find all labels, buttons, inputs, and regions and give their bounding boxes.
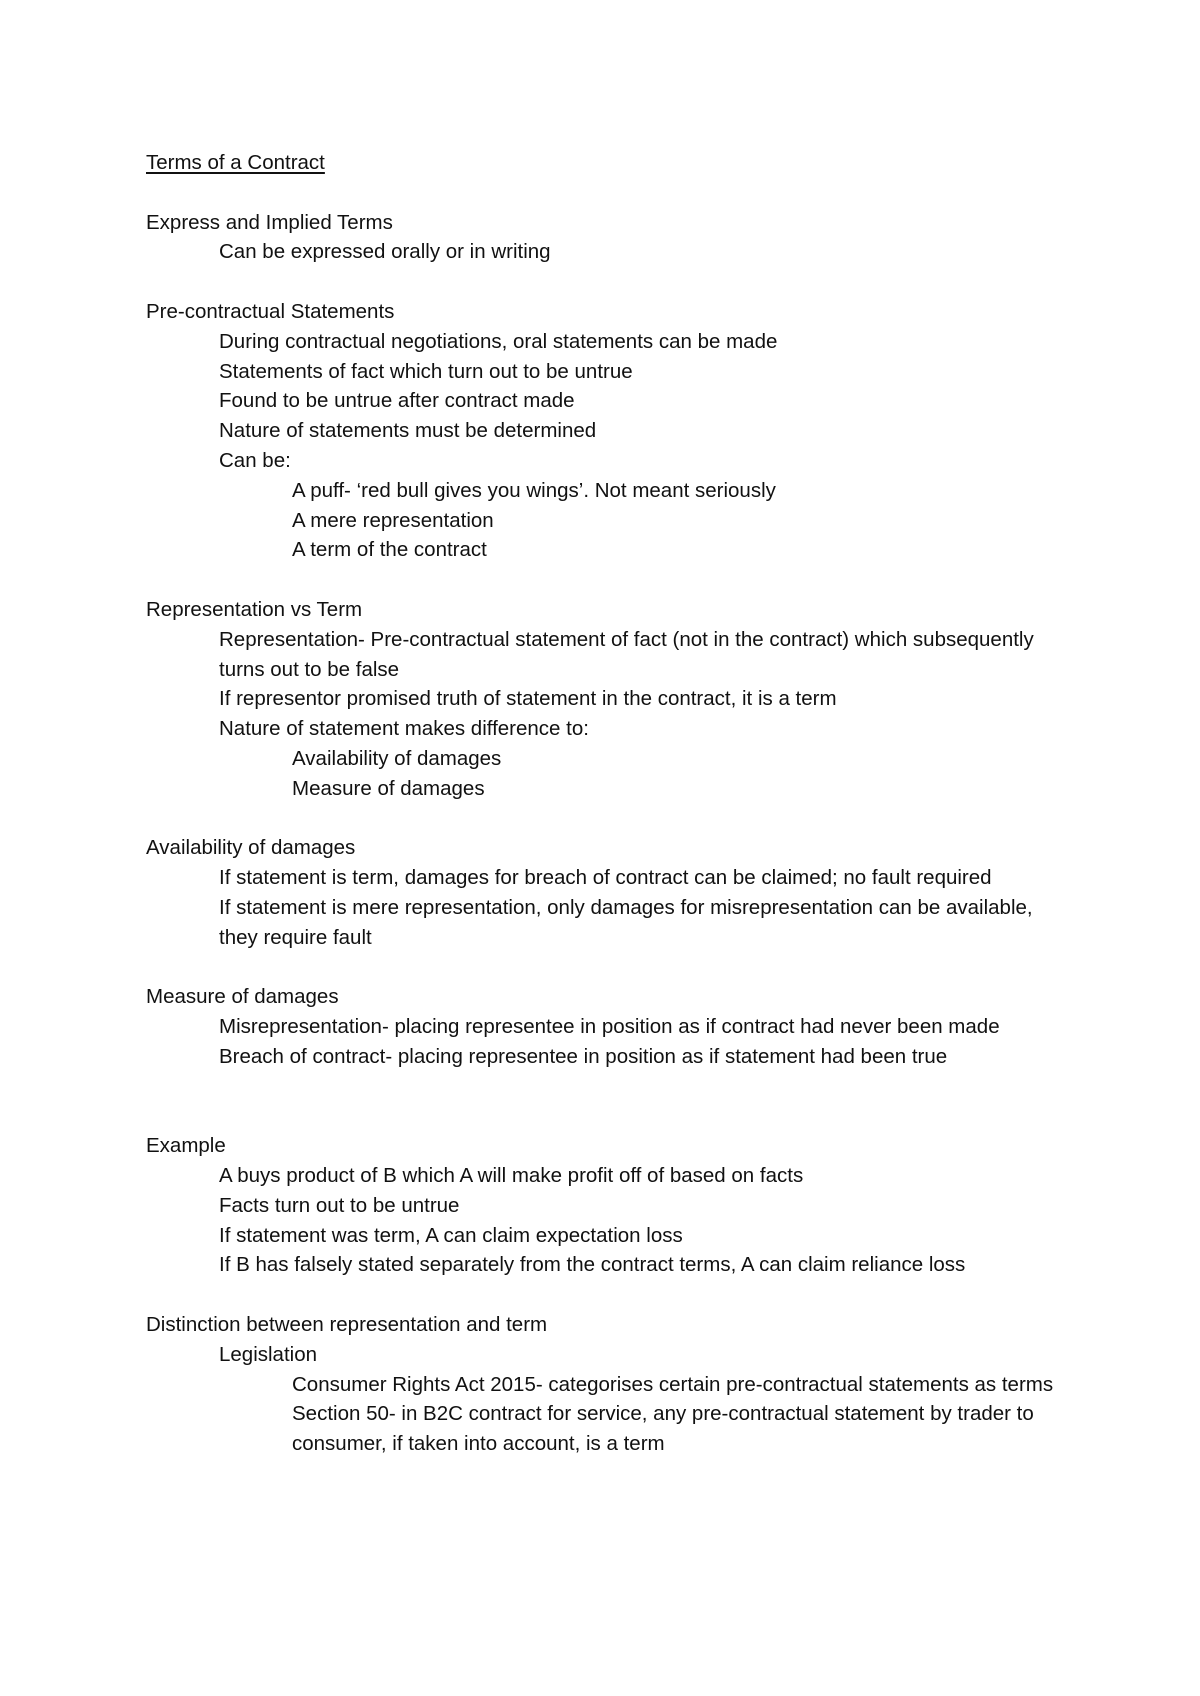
document-title: Terms of a Contract xyxy=(146,151,325,174)
section-line: Found to be untrue after contract made xyxy=(219,389,575,413)
section-subline: Availability of damages xyxy=(292,746,502,770)
section-line: During contractual negotiations, oral statements can be made xyxy=(219,329,778,353)
spacer xyxy=(146,565,1066,595)
section-line: If B has falsely stated separately from the contract terms, A can claim reliance loss xyxy=(219,1253,966,1277)
section-subline: Measure of damages xyxy=(292,776,485,800)
section-heading-availability-of-damages: Availability of damages xyxy=(146,836,356,860)
section-line: Misrepresentation- placing representee in position as if contract had never been made xyxy=(219,1015,1000,1039)
section-subline: Section 50- in B2C contract for service, any pre-contractual statement by trader to consumer, if taken into account, is a term xyxy=(292,1402,1034,1456)
section-line: Representation- Pre-contractual statement of fact (not in the contract) which subsequently turns out to be false xyxy=(219,627,1034,681)
section-line: Can be: xyxy=(219,448,291,472)
section-line: Facts turn out to be untrue xyxy=(219,1193,460,1217)
section-subline: A mere representation xyxy=(292,508,494,532)
document-body xyxy=(146,148,1066,1459)
section-line: Statements of fact which turn out to be untrue xyxy=(219,359,633,383)
section-line: If representor promised truth of statement in the contract, it is a term xyxy=(219,687,837,711)
section-line: If statement is term, damages for breach of contract can be claimed; no fault required xyxy=(219,866,992,890)
section-subline: A puff- ‘red bull gives you wings’. Not meant seriously xyxy=(292,478,776,502)
spacer xyxy=(146,804,1066,834)
section-line: If statement was term, A can claim expectation loss xyxy=(219,1223,683,1247)
section-subline: Consumer Rights Act 2015- categorises certain pre-contractual statements as terms xyxy=(292,1372,1054,1396)
section-heading-measure-of-damages: Measure of damages xyxy=(146,985,339,1009)
section-line: Breach of contract- placing representee in position as if statement had been true xyxy=(219,1044,948,1068)
spacer xyxy=(146,267,1066,297)
section-heading-distinction: Distinction between representation and term xyxy=(146,1313,548,1337)
section-heading-pre-contractual: Pre-contractual Statements xyxy=(146,299,395,323)
spacer xyxy=(146,178,1066,208)
section-heading-representation-vs-term: Representation vs Term xyxy=(146,597,363,621)
spacer xyxy=(146,1280,1066,1310)
spacer xyxy=(146,1072,1066,1132)
section-line: Legislation xyxy=(219,1342,318,1366)
section-line: Nature of statement makes difference to: xyxy=(219,717,589,741)
section-heading-express-implied: Express and Implied Terms xyxy=(146,210,393,234)
section-heading-example: Example xyxy=(146,1134,226,1158)
section-line: If statement is mere representation, only damages for misrepresentation can be available, they require fault xyxy=(219,895,1033,949)
section-line: Nature of statements must be determined xyxy=(219,419,597,443)
section-line: A buys product of B which A will make profit off of based on facts xyxy=(219,1164,804,1188)
section-line: Can be expressed orally or in writing xyxy=(219,240,551,264)
spacer xyxy=(146,953,1066,983)
section-subline: A term of the contract xyxy=(292,538,487,562)
